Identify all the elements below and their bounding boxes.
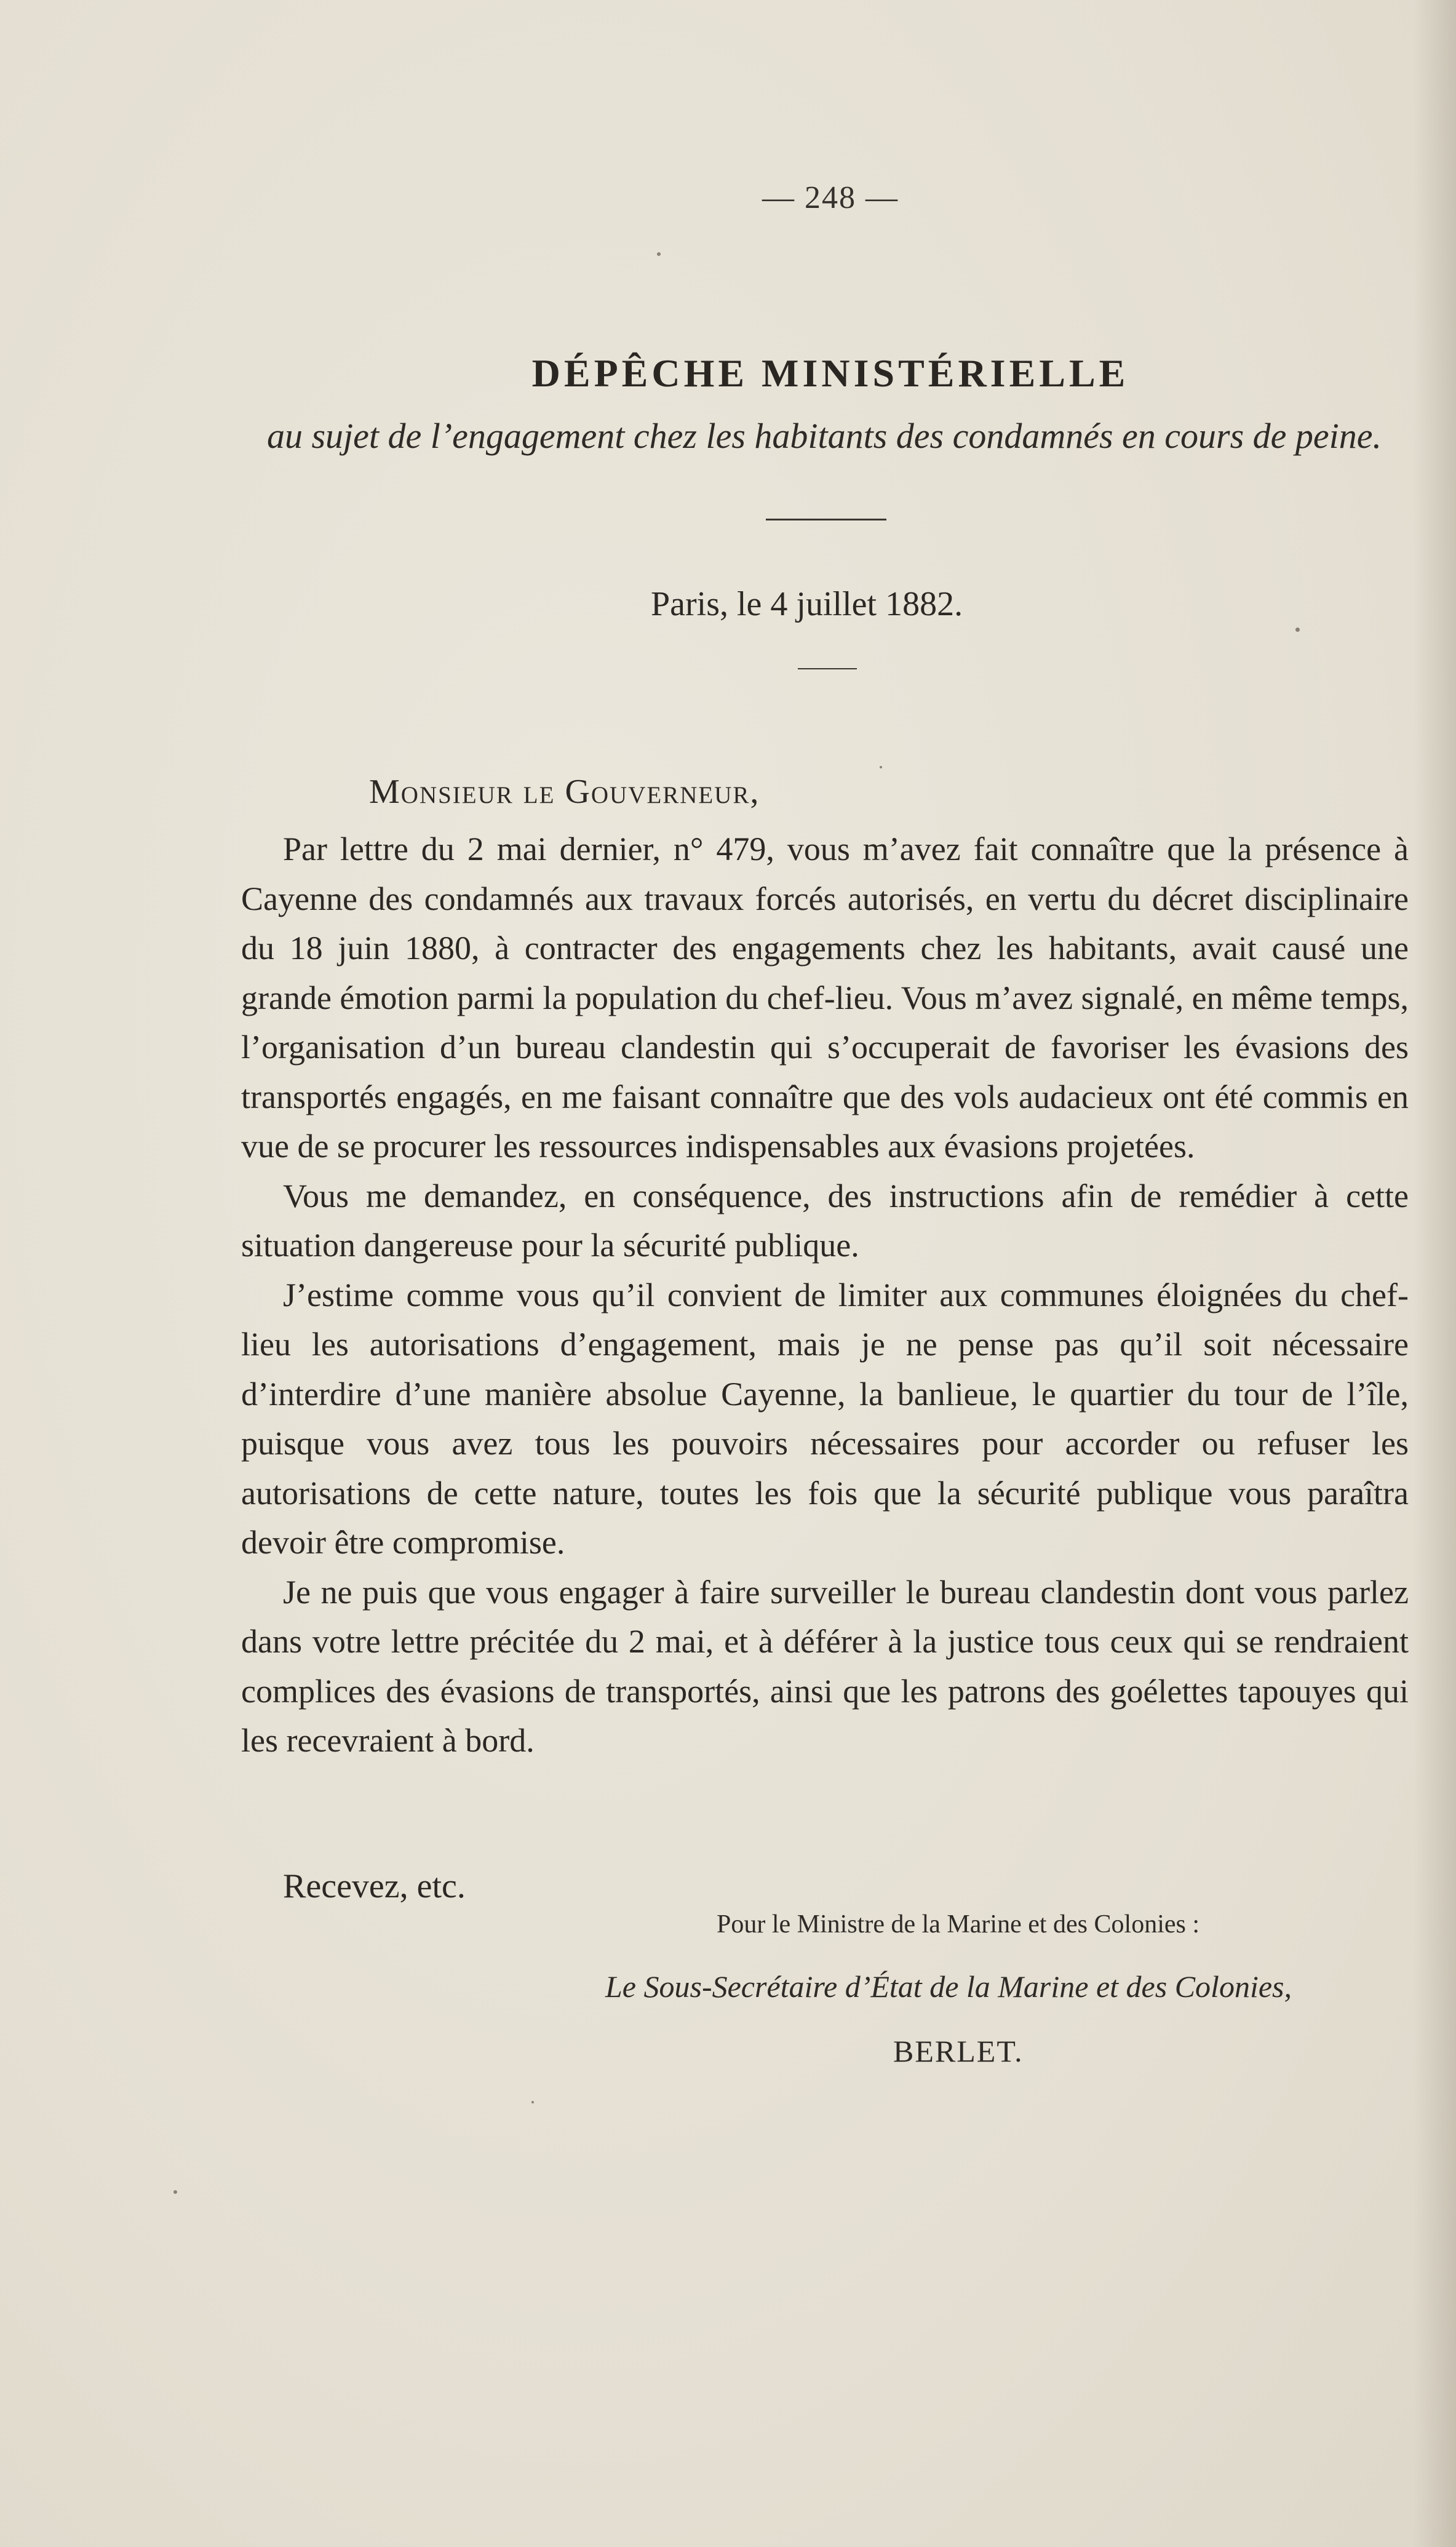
signature-title: Le Sous-Secrétaire d’État de la Marine et des Colonies, [605, 1969, 1292, 2004]
dateline: Paris, le 4 juillet 1882. [651, 585, 963, 623]
letter-body [241, 824, 1409, 1766]
salutation: Monsieur le Gouverneur, [369, 773, 760, 811]
paragraph: Je ne puis que vous engager à faire surveiller le bureau clandestin dont vous parlez dans votre lettre précitée du 2 mai, et à déférer à la justice tous ceux qui se rendraient complices des évasions de transportés, ainsi que les patrons des goélettes tapouyes qui les recevraient à bord. [241, 1573, 1409, 1759]
paper-speck [657, 252, 661, 256]
signature-on-behalf: Pour le Ministre de la Marine et des Colonies : [717, 1910, 1200, 1939]
document-title: DÉPÊCHE MINISTÉRIELLE [531, 351, 1129, 395]
paper-speck [1295, 628, 1300, 632]
dateline-divider [798, 668, 857, 669]
paragraph: Par lettre du 2 mai dernier, n° 479, vous m’avez fait connaître que la présence à Cayenne des condamnés aux travaux forcés autorisés, en vertu du décret disciplinaire du 18 juin 1880, à contracter des engagements chez les habitants, avait causé une grande émotion parmi la population du chef-lieu. Vous m’avez signalé, en même temps, l’organisation d’un bureau clandestin qui s’occuperait de favoriser les évasions des transportés engagés, en me faisant connaître que des vols audacieux ont été commis en vue de se procurer les ressources indispensables aux évasions projetées. [241, 831, 1409, 1165]
document-subtitle: au sujet de l’engagement chez les habitants des condamnés en cours de peine. [266, 416, 1382, 456]
paper-speck [531, 2101, 534, 2103]
paper-speck [880, 766, 882, 768]
closing-line: Recevez, etc. [283, 1867, 466, 1905]
page-number: — 248 — [762, 180, 899, 215]
paragraph: J’estime comme vous qu’il convient de limiter aux communes éloignées du chef-lieu les autorisations d’engagement, mais je ne pense pas qu’il soit nécessaire d’interdire d’une manière absolue Cayenne, la banlieue, le quartier du tour de l’île, puisque vous avez tous les pouvoirs nécessaires pour accorder ou refuser les autorisations de cette nature, toutes les fois que la sécurité publique vous paraîtra devoir être compromise. [241, 1276, 1409, 1561]
paper-speck [173, 2190, 177, 2194]
title-divider [766, 519, 886, 520]
paragraph: Vous me demandez, en conséquence, des instructions afin de remédier à cette situation dangereuse pour la sécurité publique. [241, 1177, 1409, 1264]
signature-name: BERLET. [893, 2034, 1024, 2068]
